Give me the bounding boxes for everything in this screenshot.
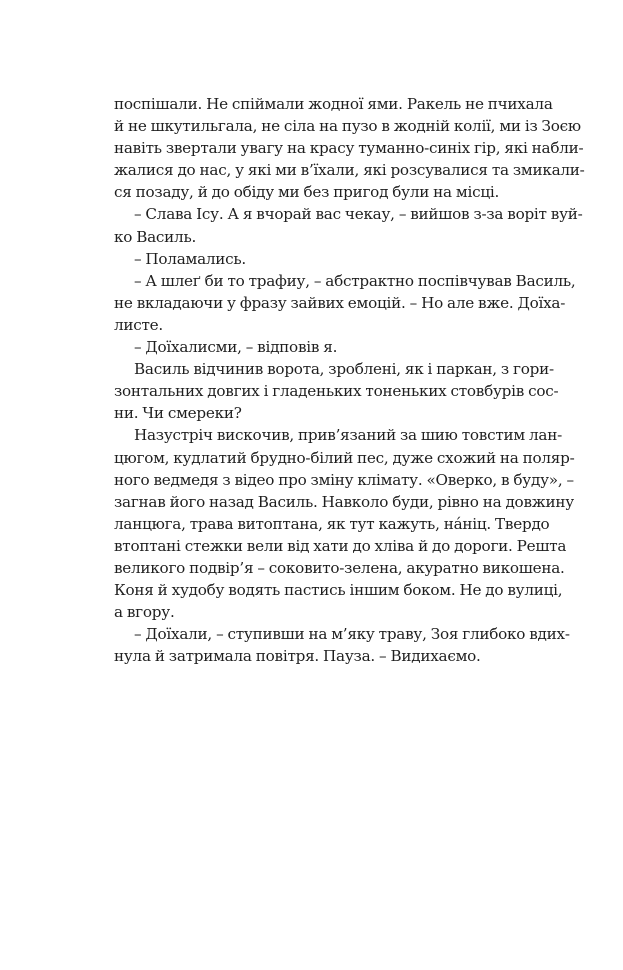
text-line: цюгом, кудлатий брудно-білий пес, дуже схожий на поляр-	[114, 448, 575, 467]
text-line: ного ведмедя з відео про зміну клімату. «Оверко, в буду», –	[114, 470, 574, 489]
text-line: – Поламались.	[134, 249, 247, 268]
text-line: ни. Чи смереки?	[114, 404, 242, 423]
text-line: ся позаду, й до обіду ми без пригод були на місці.	[114, 183, 500, 202]
text-line: втоптані стежки вели від хати до хліва й до дороги. Решта	[114, 536, 567, 555]
text-line: листе.	[114, 315, 163, 334]
text-line: жалися до нас, у які ми в’їхали, які розсувалися та змикали-	[114, 161, 585, 180]
text-line: не вкладаючи у фразу зайвих емоцій. – Но але вже. Доїха-	[114, 293, 566, 312]
text-line: великого подвір’я – соковито-зелена, акуратно викошена.	[114, 558, 565, 577]
text-line: а вгору.	[114, 603, 175, 622]
paragraph-4	[114, 270, 576, 336]
paragraph-1	[114, 93, 585, 203]
text-line: ланцюга, трава витоптана, як тут кажуть, на́ніц. Твердо	[114, 514, 550, 533]
paragraph-8	[114, 623, 570, 667]
text-line: загнав його назад Василь. Навколо буди, рівно на довжину	[114, 492, 574, 511]
text-line: – Слава Ісу. А я вчорай вас чекау, – вийшов з-за воріт вуй-	[134, 205, 583, 224]
paragraph-6	[114, 358, 559, 424]
text-line: Василь відчинив ворота, зроблені, як і паркан, з гори-	[134, 360, 554, 379]
text-line: ко Василь.	[114, 227, 197, 246]
text-line: нула й затримала повітря. Пауза. – Видихаємо.	[114, 647, 481, 666]
text-line: навіть звертали увагу на красу туманно-синіх гір, які набли-	[114, 139, 584, 158]
paragraph-2	[114, 203, 583, 247]
text-line: поспішали. Не спіймали жодної ями. Ракель не пчихала	[114, 95, 553, 113]
text-line: зонтальних довгих і гладеньких тоненьких стовбурів сос-	[114, 382, 559, 401]
text-line: й не шкутильгала, не сіла на пузо в жодній колії, ми із Зоєю	[114, 117, 581, 136]
text-line: – Доїхалисми, – відповів я.	[134, 338, 338, 357]
text-line: – А шлеґ би то трафиу, – абстрактно поспівчував Василь,	[134, 271, 576, 290]
text-line: Коня й худобу водять пастись іншим боком. Не до вулиці,	[114, 581, 563, 600]
paragraph-7	[114, 424, 575, 623]
body-text	[114, 93, 585, 667]
paragraph-5	[114, 336, 506, 358]
paragraph-3	[114, 248, 506, 270]
text-line: Назустріч вискочив, прив’язаний за шию товстим лан-	[134, 426, 562, 445]
text-line: – Доїхали, – ступивши на м’яку траву, Зоя глибоко вдих-	[134, 625, 570, 644]
